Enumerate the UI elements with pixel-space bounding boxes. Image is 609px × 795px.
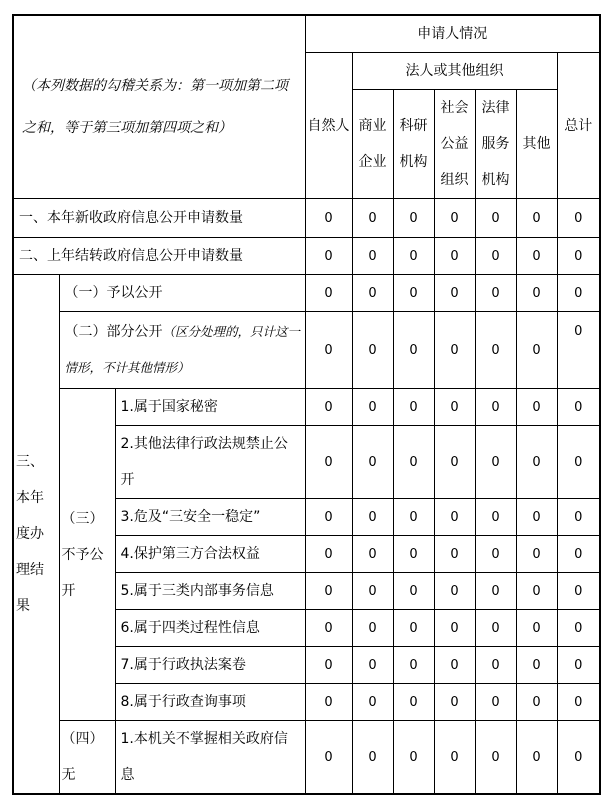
value-cell: 0 (516, 499, 557, 536)
value-cell: 0 (393, 199, 434, 238)
value-cell: 0 (434, 536, 475, 573)
value-cell: 0 (516, 312, 557, 389)
value-cell: 0 (393, 426, 434, 499)
partial-disclosure-label: （二）部分公开 (64, 324, 163, 340)
value-cell: 0 (393, 389, 434, 426)
value-cell: 0 (557, 199, 600, 238)
value-cell: 0 (516, 573, 557, 610)
header-legal-service-org: 法律服务机构 (475, 90, 516, 199)
header-commercial-enterprise: 商业企业 (352, 90, 393, 199)
value-cell: 0 (434, 721, 475, 795)
value-cell: 0 (516, 389, 557, 426)
header-research-institution: 科研机构 (393, 90, 434, 199)
value-cell: 0 (305, 536, 352, 573)
value-cell: 0 (305, 199, 352, 238)
value-cell: 0 (557, 536, 600, 573)
value-cell: 0 (305, 275, 352, 312)
value-cell: 0 (305, 647, 352, 684)
value-cell: 0 (434, 647, 475, 684)
row-label-granted-disclosure: （一）予以公开 (59, 275, 305, 312)
value-cell: 0 (516, 610, 557, 647)
header-legal-or-other-org: 法人或其他组织 (352, 53, 557, 90)
value-cell: 0 (516, 426, 557, 499)
value-cell: 0 (475, 536, 516, 573)
value-cell: 0 (393, 312, 434, 389)
header-natural-person: 自然人 (305, 53, 352, 199)
value-cell: 0 (557, 610, 600, 647)
value-cell: 0 (305, 499, 352, 536)
item-label-protect-third-party: 4.保护第三方合法权益 (115, 536, 305, 573)
value-cell: 0 (557, 389, 600, 426)
value-cell: 0 (305, 312, 352, 389)
item-label-state-secret: 1.属于国家秘密 (115, 389, 305, 426)
value-cell: 0 (393, 721, 434, 795)
item-label-administrative-inquiry: 8.属于行政查询事项 (115, 684, 305, 721)
header-total: 总计 (557, 53, 600, 199)
table-row (13, 275, 600, 312)
header-social-welfare-org: 社会公益组织 (434, 90, 475, 199)
value-cell: 0 (393, 573, 434, 610)
value-cell: 0 (393, 610, 434, 647)
row-label-carried-over-requests: 二、上年结转政府信息公开申请数量 (13, 238, 305, 275)
value-cell: 0 (434, 312, 475, 389)
value-cell: 0 (352, 499, 393, 536)
value-cell: 0 (352, 426, 393, 499)
value-cell: 0 (516, 275, 557, 312)
value-cell: 0 (352, 573, 393, 610)
value-cell: 0 (352, 389, 393, 426)
value-cell: 0 (516, 721, 557, 795)
value-cell: 0 (475, 426, 516, 499)
value-cell: 0 (434, 573, 475, 610)
value-cell: 0 (434, 199, 475, 238)
value-cell: 0 (516, 238, 557, 275)
value-cell: 0 (475, 499, 516, 536)
value-cell: 0 (305, 389, 352, 426)
value-cell: 0 (475, 389, 516, 426)
value-cell: 0 (434, 684, 475, 721)
value-cell: 0 (352, 238, 393, 275)
value-cell: 0 (516, 684, 557, 721)
value-cell: 0 (557, 721, 600, 795)
section-label-none: （四）无 (59, 721, 115, 795)
value-cell: 0 (557, 426, 600, 499)
item-label-process-info: 6.属于四类过程性信息 (115, 610, 305, 647)
value-cell: 0 (352, 721, 393, 795)
disclosure-requests-table (12, 14, 601, 795)
section-label-refused-disclosure: （三）不予公开 (59, 389, 115, 721)
value-cell: 0 (305, 721, 352, 795)
item-label-other-laws-prohibit: 2.其他法律行政法规禁止公开 (115, 426, 305, 499)
item-label-internal-affairs-info: 5.属于三类内部事务信息 (115, 573, 305, 610)
value-cell: 0 (475, 610, 516, 647)
table-row (13, 238, 600, 275)
reconciliation-note: （本列数据的勾稽关系为：第一项加第二项之和，等于第三项加第四项之和） (13, 15, 305, 199)
value-cell: 0 (516, 647, 557, 684)
value-cell: 0 (557, 312, 600, 389)
value-cell: 0 (352, 275, 393, 312)
item-label-law-enforcement-files: 7.属于行政执法案卷 (115, 647, 305, 684)
value-cell: 0 (305, 426, 352, 499)
section-label-annual-results: 三、本年度办理结果 (13, 275, 59, 795)
value-cell: 0 (475, 275, 516, 312)
value-cell: 0 (557, 275, 600, 312)
value-cell: 0 (516, 536, 557, 573)
partial-disclosure-note: （区分处理的，只计这一情形，不计其他情形） (64, 324, 301, 375)
value-cell: 0 (557, 499, 600, 536)
value-cell: 0 (352, 536, 393, 573)
row-label-partial-disclosure (59, 312, 305, 389)
value-cell: 0 (434, 238, 475, 275)
table-row (13, 199, 600, 238)
value-cell: 0 (434, 275, 475, 312)
value-cell: 0 (516, 199, 557, 238)
value-cell: 0 (352, 312, 393, 389)
value-cell: 0 (352, 684, 393, 721)
value-cell: 0 (393, 499, 434, 536)
item-label-no-relevant-info: 1.本机关不掌握相关政府信息 (115, 721, 305, 795)
value-cell: 0 (557, 573, 600, 610)
value-cell: 0 (557, 238, 600, 275)
header-applicant-situation: 申请人情况 (305, 15, 600, 53)
value-cell: 0 (434, 426, 475, 499)
value-cell: 0 (305, 684, 352, 721)
value-cell: 0 (352, 610, 393, 647)
value-cell: 0 (475, 684, 516, 721)
value-cell: 0 (475, 199, 516, 238)
value-cell: 0 (434, 499, 475, 536)
value-cell: 0 (475, 238, 516, 275)
value-cell: 0 (557, 684, 600, 721)
value-cell: 0 (305, 238, 352, 275)
value-cell: 0 (305, 610, 352, 647)
value-cell: 0 (352, 647, 393, 684)
value-cell: 0 (434, 610, 475, 647)
value-cell: 0 (352, 199, 393, 238)
value-cell: 0 (475, 721, 516, 795)
value-cell: 0 (305, 573, 352, 610)
header-other: 其他 (516, 90, 557, 199)
value-cell: 0 (475, 647, 516, 684)
value-cell: 0 (393, 684, 434, 721)
value-cell: 0 (557, 647, 600, 684)
value-cell: 0 (393, 536, 434, 573)
item-label-endanger-three-safety: 3.危及“三安全一稳定” (115, 499, 305, 536)
table-row (13, 312, 600, 389)
row-label-new-requests: 一、本年新收政府信息公开申请数量 (13, 199, 305, 238)
value-cell: 0 (393, 275, 434, 312)
value-cell: 0 (434, 389, 475, 426)
table-row (13, 721, 600, 795)
value-cell: 0 (475, 312, 516, 389)
value-cell: 0 (393, 647, 434, 684)
value-cell: 0 (393, 238, 434, 275)
value-cell: 0 (475, 573, 516, 610)
table-row (13, 389, 600, 426)
